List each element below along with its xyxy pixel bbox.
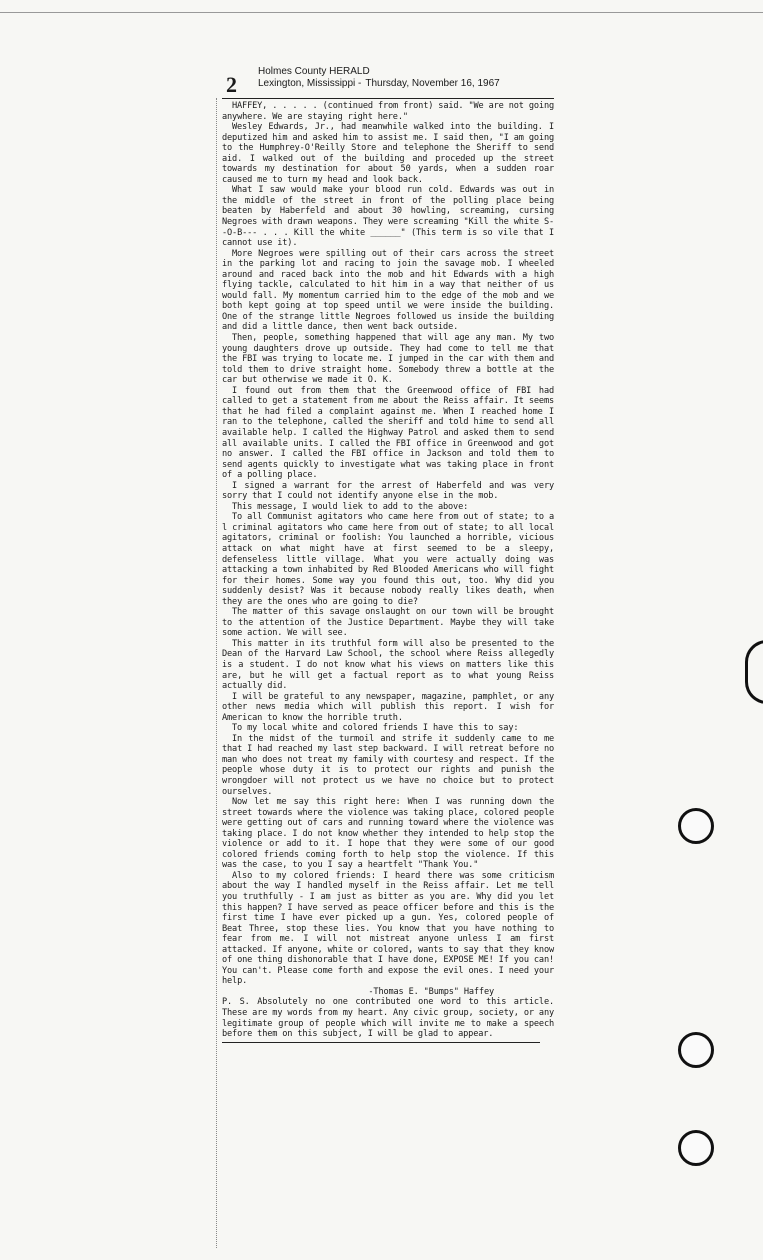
punch-hole-2 [678, 1032, 714, 1068]
issue-date: Thursday, November 16, 1967 [365, 78, 500, 89]
article-column [222, 60, 554, 1043]
postscript: P. S. Absolutely no one contributed one word to this article. These are my words from my heart. Any civic group, society, or any legitimate group of people which will invite me to make a speech before them on this subject, I will be glad to appear. [222, 997, 554, 1040]
paragraph: I will be grateful to any newspaper, magazine, pamphlet, or any other news media which will publish this report. I wish for American to know the horrible truth. [222, 691, 554, 723]
paragraph: What I saw would make your blood run cold. Edwards was out in the middle of the street in front of the polling place being beaten by Haberfeld and about 30 howling, screaming, cursing Negroes with drawn weapons. They were screaming "Kill the white S--O-B--- . . . Kill the white ______" (This term is so vile that I cannot use it). [222, 185, 554, 249]
scan-top-edge [0, 12, 763, 13]
paragraph: This message, I would liek to add to the above: [232, 501, 469, 512]
paragraph: I signed a warrant for the arrest of Haberfeld and was very sorry that I could not identify anyone else in the mob. [222, 480, 554, 502]
paragraph: Now let me say this right here: When I was running down the street towards where the violence was taking place, colored people were getting out of cars and running toward where the violence was taking place. I do not know whether they intended to help stop the violence or add to it. I hope that they were some of our good colored friends coming forth to help stop the violence. If this was the case, to you I say a heartfelt "Thank You." [222, 797, 554, 871]
binder-clip-mark [745, 640, 763, 704]
place: Lexington, Mississippi - [258, 78, 362, 89]
article-body [222, 101, 554, 1040]
paragraph: In the midst of the turmoil and strife it suddenly came to me that I had reached my last step backward. I will retreat before no man who does not treat my family with courtesy and respect. If the people whose duty it is to protect our rights and punish the wrongdoer will not protect us we have no choice but to protect ourselves. [222, 733, 554, 797]
signature: -Thomas E. "Bumps" Haffey [368, 986, 494, 997]
paragraph: The matter of this savage onslaught on our town will be brought to the attention of the Justice Department. Maybe they will take some action. We will see. [222, 607, 554, 639]
bottom-rule [222, 1042, 540, 1043]
dateline [258, 78, 500, 89]
punch-hole-1 [678, 808, 714, 844]
paragraph: I found out from them that the Greenwood office of FBI had called to get a statement from me about the Reiss affair. It seems that he had filed a complaint against me. When I reached home I ran to the telephone, called the sheriff and told hime to send all available help. I called the Highway Patrol and asked them to send all available units. I called the FBI office in Greenwood and got no answer. I called the FBI office in Jackson and told them to send agents quickly to investigate what was taking place in front of a polling place. [222, 385, 554, 481]
paragraph: HAFFEY, . . . . . (continued from front) said. "We are not going anywhere. We are staying right here." [222, 101, 554, 122]
paragraph: To my local white and colored friends I have this to say: [232, 723, 519, 734]
page-number: 2 [226, 72, 237, 97]
paragraph: To all Communist agitators who came here from out of state; to a l criminal agitators who came here from out of state; to all local agitators, criminal or foolish: You launched a horrible, vicious attack on what might have at first seemed to be a sleepy, defenseless little village. What you were actually doing was attacking a town inhabited by Red Blooded Americans who will fight for their homes. Some way you found this out, too. Why did you suddenly desist? Was it because nobody really likes death, when they are the ones who are going to die? [222, 512, 554, 607]
paragraph: This matter in its truthful form will also be presented to the Dean of the Harvard Law School, the school where Reiss allegedly is a student. I do not know what his views on matters like this are, but he will get a factual report as to what young Reiss actually did. [222, 638, 554, 692]
masthead [222, 60, 554, 98]
paragraph: More Negroes were spilling out of their cars across the street in the parking lot and racing to join the savage mob. I wheeled around and raced back into the mob and hit Edwards with a high flying tackle, calculated to hit him in a way that neither of us would fall. My momentum carried him to the edge of the mob and we both kept going at top speed until we were inside the building. One of the strange little Negroes followed us inside the building and did a little dance, then went back outside. [222, 248, 554, 333]
paragraph: Also to my colored friends: I heard there was some criticism about the way I handled myself in the Reiss affair. Let me tell you truthfully - I am just as bitter as you are. Why did you let this happen? I have served as peace officer before and this is the first time I have ever picked up a gun. Yes, colored people of Beat Three, stop these lies. You know that you have nothing to fear from me. I will not mistreat anyone unless I am first attacked. If anyone, white or colored, wants to say that they know of one thing dishonorable that I have done, EXPOSE ME! If you can! You can't. Please come forth and expose the evil ones. I need your help. [222, 870, 554, 987]
paragraph: Then, people, something happened that will age any man. My two young daughters drove up outside. They had come to tell me that the FBI was trying to locate me. I jumped in the car with them and told them to drive straight home. Somebody threw a bottle at the car but otherwise we made it O. K. [222, 333, 554, 386]
punch-hole-3 [678, 1130, 714, 1166]
paragraph: Wesley Edwards, Jr., had meanwhile walked into the building. I deputized him and asked him to assist me. I said then, "I am going to the Humphrey-O'Reilly Store and telephone the Sheriff to send aid. I walked out of the building and proceded up the street towards my destination for about 50 yards, when a sudden roar caused me to turn my head and look back. [222, 122, 554, 185]
masthead-rule [222, 98, 554, 99]
column-left-edge [216, 98, 217, 1248]
paper-name: Holmes County HERALD [258, 66, 370, 77]
